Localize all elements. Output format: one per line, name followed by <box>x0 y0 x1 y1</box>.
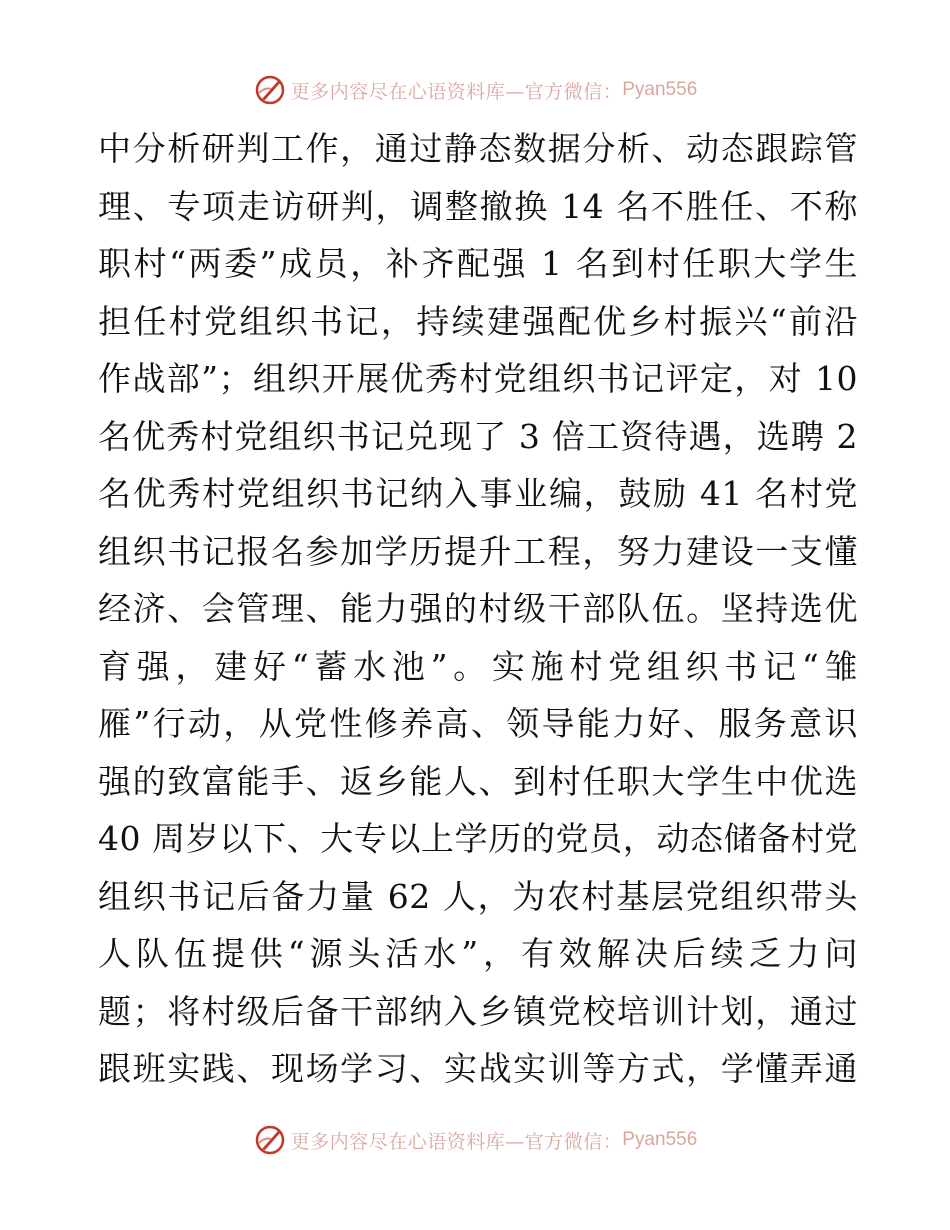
text-line: 担任村党组织书记，持续建强配优乡村振兴“前沿 <box>98 301 858 341</box>
text-line: 名优秀村党组织书记兑现了 3 倍工资待遇，选聘 2 <box>98 416 858 456</box>
quill-logo-icon <box>253 1123 287 1157</box>
text-line: 经济、会管理、能力强的村级干部队伍。坚持选优 <box>98 589 858 628</box>
text-line: 职村“两委”成员，补齐配强 1 名到村任职大学生 <box>98 244 858 283</box>
text-line: 育强，建好“蓄水池”。实施村党组织书记“雏 <box>98 646 858 686</box>
text-line: 强的致富能手、返乡能人、到村任职大学生中优选 <box>98 761 858 801</box>
watermark-wechat-id: Pyan556 <box>622 1129 698 1150</box>
text-line: 理、专项走访研判，调整撤换 14 名不胜任、不称 <box>98 186 858 226</box>
text-line: 40 周岁以下、大专以上学历的党员，动态储备村党 <box>98 819 858 858</box>
text-line: 跟班实践、现场学习、实战实训等方式，学懂弄通 <box>98 1049 858 1088</box>
watermark-wechat-id: Pyan556 <box>622 79 698 100</box>
text-line: 名优秀村党组织书记纳入事业编，鼓励 41 名村党 <box>98 474 858 513</box>
text-line: 雁”行动，从党性修养高、领导能力好、服务意识 <box>98 704 858 743</box>
quill-logo-icon <box>253 73 287 107</box>
document-body <box>98 120 858 1098</box>
header-watermark <box>0 70 950 110</box>
watermark-text: 更多内容尽在心语资料库—官方微信： <box>290 1130 623 1153</box>
text-line: 题；将村级后备干部纳入乡镇党校培训计划，通过 <box>98 991 858 1031</box>
text-line: 组织书记报名参加学历提升工程，努力建设一支懂 <box>98 531 858 571</box>
text-line: 作战部”；组织开展优秀村党组织书记评定，对 10 <box>98 359 858 398</box>
text-line: 中分析研判工作，通过静态数据分析、动态跟踪管 <box>98 129 858 168</box>
footer-watermark <box>0 1120 950 1160</box>
text-line: 人队伍提供“源头活水”，有效解决后续乏力问 <box>98 934 858 973</box>
watermark-text: 更多内容尽在心语资料库—官方微信： <box>290 80 623 103</box>
text-line: 组织书记后备力量 62 人，为农村基层党组织带头 <box>98 876 858 916</box>
